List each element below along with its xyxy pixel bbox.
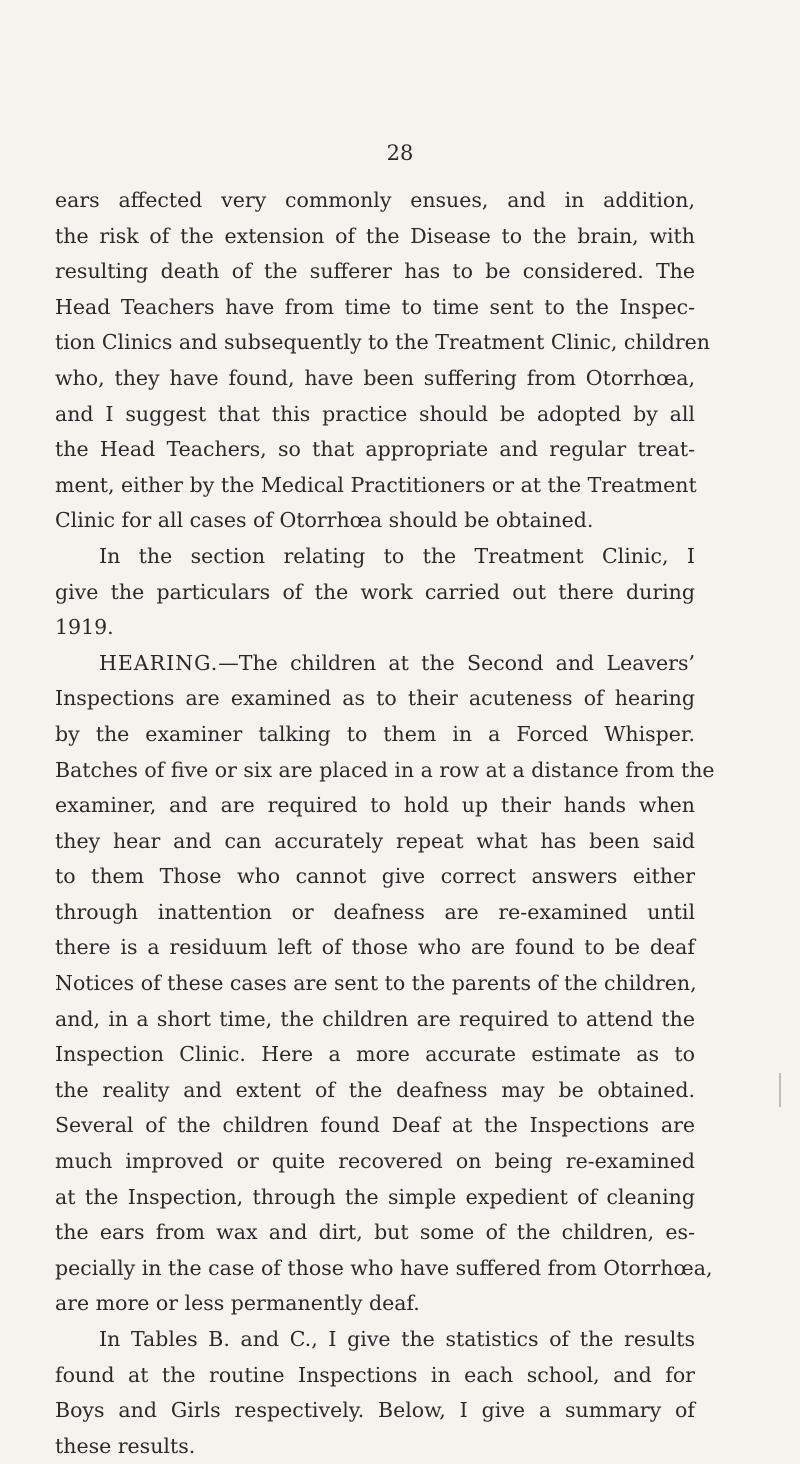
text-line: Boys and Girls respectively. Below, I give a summary of: [55, 1398, 695, 1423]
text-line: ears affected very commonly ensues, and in addition,: [55, 188, 695, 212]
text-line: examiner, and are required to hold up their hands when: [55, 793, 695, 818]
text-line: the ears from wax and dirt, but some of the children, es-: [55, 1220, 695, 1245]
text-line: through inattention or deafness are re-examined until: [55, 899, 695, 924]
page-number: 28: [386, 141, 414, 165]
text-line: the reality and extent of the deafness may be obtained.: [55, 1077, 695, 1102]
text-line: they hear and can accurately repeat what has been said: [55, 828, 695, 853]
scan-edge-mark: [779, 1073, 781, 1107]
text-line: Head Teachers have from time to time sent to the Inspec-: [55, 294, 695, 319]
text-line: these results.: [55, 1433, 196, 1458]
text-line: Clinic for all cases of Otorrhœa should be obtained.: [55, 508, 594, 533]
text-line: the risk of the extension of the Disease to the brain, with: [55, 223, 695, 248]
text-line: Inspection Clinic. Here a more accurate estimate as to: [55, 1042, 695, 1067]
text-line: 1919.: [55, 615, 114, 640]
text-line: much improved or quite recovered on being re-examined: [55, 1149, 695, 1174]
text-line: pecially in the case of those who have suffered from Otorrhœa,: [55, 1255, 713, 1280]
text-line: Batches of five or six are placed in a row at a distance from the: [55, 757, 715, 782]
text-line: give the particulars of the work carried out there during: [55, 579, 695, 604]
text-line: Notices of these cases are sent to the parents of the children,: [55, 971, 697, 996]
text-line: and I suggest that this practice should be adopted by all: [55, 401, 695, 426]
text-line: at the Inspection, through the simple expedient of cleaning: [55, 1184, 695, 1209]
text-line: resulting death of the sufferer has to be considered. The: [55, 259, 695, 284]
text-line: by the examiner talking to them in a Forced Whisper.: [55, 721, 695, 746]
text-line: ment, either by the Medical Practitioners or at the Treatment: [55, 472, 697, 497]
text-line: —The children at the Second and Leavers’: [218, 650, 695, 675]
text-line: tion Clinics and subsequently to the Treatment Clinic, children: [55, 330, 710, 355]
text-line: to them Those who cannot give correct answers either: [55, 864, 695, 889]
body-text: [55, 183, 715, 1464]
text-line: Several of the children found Deaf at the Inspections are: [55, 1113, 695, 1138]
text-line: there is a residuum left of those who are found to be deaf: [55, 935, 695, 960]
text-line: Inspections are examined as to their acuteness of hearing: [55, 686, 695, 711]
text-line: the Head Teachers, so that appropriate and regular treat-: [55, 437, 695, 462]
text-line: and, in a short time, the children are required to attend the: [55, 1006, 695, 1031]
text-line: who, they have found, have been suffering from Otorrhœa,: [55, 365, 695, 390]
text-line: In the section relating to the Treatment Clinic, I: [99, 543, 695, 568]
text-line: found at the routine Inspections in each school, and for: [55, 1362, 695, 1387]
hearing-paragraph-first-line: [55, 646, 695, 682]
text-line: In Tables B. and C., I give the statistics of the results: [99, 1327, 695, 1351]
text-line: are more or less permanently deaf.: [55, 1291, 420, 1316]
section-heading-hearing: HEARING.: [99, 650, 219, 675]
